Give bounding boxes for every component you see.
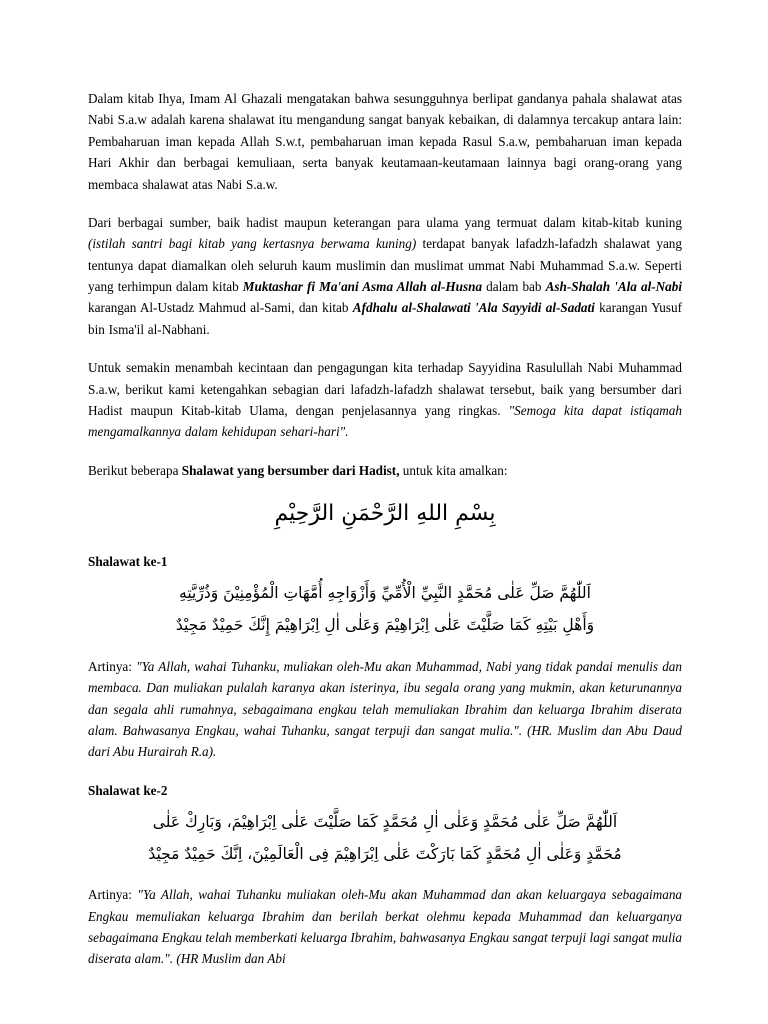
text-run: sesungguhnya berlipat gandanya pahala shalawat atas Nabi S.a.w adalah karena shalawat itu mengandung sangat banyak kebaikan, di dalamnya tercakup antara lain: Pembaharuan iman kepada Allah S.w.t, pembaharuan iman kepada Rasul S.a.w, pembaharuan iman kepada Hari Akhir dan berbagai kemuliaan, serta banyak keutamaan-keutamaan lainnya bagi orang-orang yang membaca shalawat atas Nabi S.a.w. <box>88 91 682 192</box>
shalawat-section-1 <box>88 554 682 762</box>
text-run: Berikut beberapa <box>88 462 182 478</box>
intro-line <box>88 460 682 481</box>
section-2-arabic <box>88 807 682 871</box>
section-1-translation <box>88 656 682 763</box>
section-2-heading: Shalawat ke-2 <box>88 782 168 798</box>
paragraph-2 <box>88 212 682 340</box>
text-run: karangan Yusuf bin Isma'il al-Nabhani. <box>88 300 682 337</box>
text-run: karangan Al-Ustadz Mahmud al-Sami, dan kitab <box>88 300 353 316</box>
text-run: Dalam kitab Ihya, Imam Al Ghazali mengatakan bahwa <box>88 91 394 106</box>
text-run: Artinya: <box>88 887 138 903</box>
text-run: terdapat banyak lafadzh-lafadzh shalawat yang tentunya dapat diamalkan oleh seluruh kaum muslimin dan muslimat ummat Nabi Muhammad S.a.w. Seperti yang terhimpun dalam kitab <box>88 236 682 294</box>
arabic-line: مُحَمَّدٍ وَعَلٰى اٰلِ مُحَمَّدٍ كَمَا بَارَكْتَ عَلٰى اِبْرَاهِيْمَ فِى الْعَالَمِيْنَ، اِنَّكَ حَمِيْدٌ مَجِيْدٌ <box>148 844 622 863</box>
text-run: "Ya Allah, wahai Tuhanku, muliakan oleh-Mu akan Muhammad, Nabi yang tidak pandai menulis dan membaca. Dan muliakan pulalah karanya akan isterinya, ibu segala orang yang mukmin, akan keturunannya dan segala ahli rumahnya, sebagaimana engkau telah memuliakan Ibrahim dan keluarga Ibrahim diserata alam. Bahwasanya Engkau, wahai Tuhanku, sangat terpuji dan sangat mulia.". (HR. Muslim dan Abu Daud dari Abu Hurairah R.a). <box>88 658 682 760</box>
arabic-line: اَللّٰهُمَّ صَلِّ عَلٰى مُحَمَّدٍ النَّبِيِّ الْأُمِّيِّ وَأَزْوَاجِهِ أُمَّهَاتِ الْمُؤْمِنِيْنَ وَذُرِّيَّتِهِ <box>179 584 591 603</box>
text-run: Afdhalu al-Shalawati 'Ala Sayyidi al-Sadati <box>352 300 595 316</box>
text-run: Muktashar fi Ma'ani Asma Allah al-Husna <box>242 279 483 294</box>
section-1-arabic <box>88 578 682 642</box>
paragraph-3 <box>88 357 682 443</box>
arabic-line: اَللّٰهُمَّ صَلِّ عَلٰى مُحَمَّدٍ وَعَلٰى اٰلِ مُحَمَّدٍ كَمَا صَلَّيْتَ عَلٰى اِبْرَاهِيْمَ، وَبَارِكْ عَلٰى <box>152 812 618 831</box>
text-run: dalam bab <box>482 279 546 294</box>
arabic-line: وَأَهْلِ بَيْتِهِ كَمَا صَلَّيْتَ عَلٰى اِبْرَاهِيْمَ وَعَلٰى اٰلِ اِبْرَاهِيْمَ إِنَّكَ حَمِيْدٌ مَجِيْدٌ <box>175 616 595 635</box>
section-2-translation <box>88 884 682 970</box>
text-run: Untuk semakin menambah kecintaan dan pengagungan kita terhadap Sayyidina Rasulullah Nabi Muhammad S.a.w, berikut kami ketengahkan sebagian dari lafadzh-lafadzh shalawat tersebut, baik yang bersumber dari Hadist maupun Kitab-kitab Ulama, dengan penjelasannya yang ringkas. <box>88 360 682 418</box>
text-run: "Ya Allah, wahai Tuhanku muliakan oleh-Mu akan Muhammad dan akan keluargaya sebagaimana Engkau memuliakan keluarga Ibrahim dan berilah berkat olehmu kepada Muhammad dan keluarganya sebagaimana Engkau telah memberkati keluarga Ibrahim, bahwasanya Engkau sangat terpuji lagi sangat mulia diserata alam.". (HR Muslim dan Abi <box>88 887 683 967</box>
text-run: Shalawat yang bersumber dari Hadist, <box>181 462 400 478</box>
shalawat-section-2 <box>88 783 682 970</box>
text-run: "Semoga kita dapat istiqamah mengamalkannya dalam kehidupan sehari-hari". <box>88 402 682 440</box>
text-run: Dari berbagai sumber, baik hadist maupun keterangan para ulama yang termuat dalam kitab-kitab kuning <box>88 214 682 230</box>
text-run: Ash-Shalah 'Ala al-Nabi <box>545 279 683 294</box>
text-run: untuk kita amalkan: <box>399 462 508 478</box>
text-run: (istilah santri bagi kitab yang kertasnya berwama kuning) <box>88 236 417 252</box>
basmala-text: بِسْمِ اللهِ الرَّحْمَنِ الرَّحِيْمِ <box>274 501 496 526</box>
text-run: Artinya: <box>88 658 137 674</box>
paragraph-1 <box>88 88 682 195</box>
section-1-heading: Shalawat ke-1 <box>88 554 168 570</box>
